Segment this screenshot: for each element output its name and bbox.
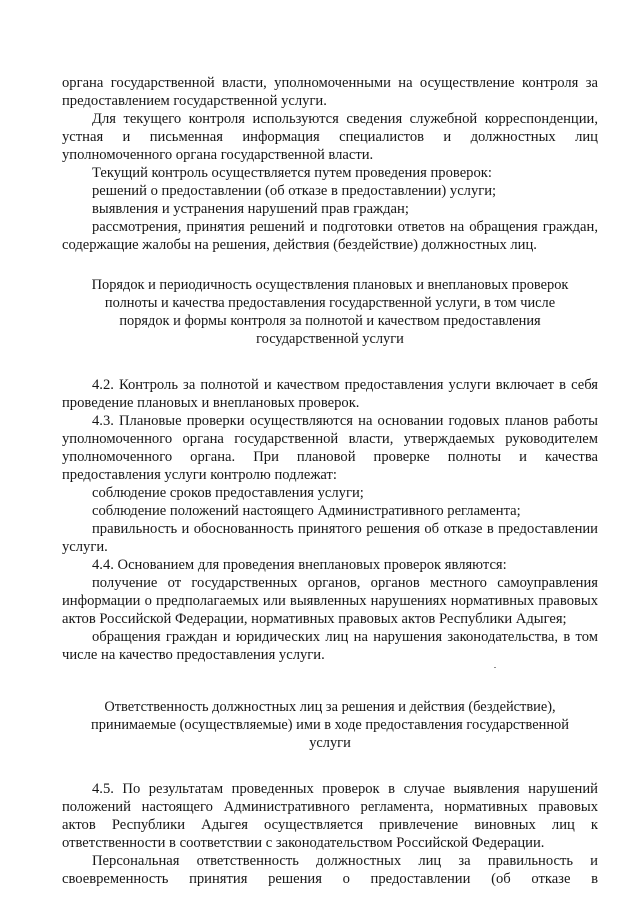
paragraph-3: Текущий контроль осуществляется путем проведения проверок: xyxy=(92,165,492,181)
paragraph-1: органа государственной власти, уполномоченными на осуществление контроля за предоставлением государственной услуги. xyxy=(62,75,598,109)
paragraph-2: Для текущего контроля используются сведения служебной корреспонденции, устная и письменная информация специалистов и должностных лиц уполномоченного органа государственной власти. xyxy=(62,111,598,163)
paragraph-8: 4.3. Плановые проверки осуществляются на основании годовых планов работы уполномоченного органа государственной власти, утверждаемых руководителем уполномоченного органа. При плановой проверке полноты и качества предоставления услуги контролю подлежат: xyxy=(62,413,598,483)
scan-speck xyxy=(494,667,496,668)
paragraph-7: 4.2. Контроль за полнотой и качеством предоставления услуги включает в себя проведение плановых и внеплановых проверок. xyxy=(62,377,598,411)
paragraph-6: рассмотрения, принятия решений и подготовки ответов на обращения граждан, содержащие жалобы на решения, действия (бездействие) должностных лиц. xyxy=(62,219,598,253)
paragraph-11: правильность и обоснованность принятого решения об отказе в предоставлении услуги. xyxy=(62,521,598,555)
paragraph-12: 4.4. Основанием для проведения внеплановых проверок являются: xyxy=(92,557,507,573)
spacer xyxy=(62,664,598,698)
spacer xyxy=(62,348,598,376)
section-heading-1: Порядок и периодичность осуществления плановых и внеплановых проверок полноты и качества предоставления государственной услуги, в том числе порядок и формы контроля за полнотой и качеством предоставления государственной услуги xyxy=(91,277,569,347)
paragraph-14: обращения граждан и юридических лиц на нарушения законодательства, в том числе на качество предоставления услуги. xyxy=(62,629,598,663)
section-heading-2: Ответственность должностных лиц за решения и действия (бездействие), принимаемые (осуществляемые) ими в ходе предоставления государственной услуги xyxy=(91,699,569,751)
paragraph-4: решений о предоставлении (об отказе в предоставлении) услуги; xyxy=(92,183,497,199)
document-page xyxy=(62,74,598,888)
paragraph-10: соблюдение положений настоящего Административного регламента; xyxy=(92,503,521,519)
paragraph-9: соблюдение сроков предоставления услуги; xyxy=(92,485,364,501)
spacer xyxy=(62,254,598,276)
paragraph-16: Персональная ответственность должностных лиц за правильность и своевременность принятия решения о предоставлении (об отказе в xyxy=(62,853,598,887)
paragraph-15: 4.5. По результатам проведенных проверок в случае выявления нарушений положений настоящего Административного регламента, нормативных правовых актов Республики Адыгея осуществляется привлечение виновных лиц к ответственности в соответствии с законодательством Российской Федерации. xyxy=(62,781,598,851)
spacer xyxy=(62,752,598,780)
paragraph-5: выявления и устранения нарушений прав граждан; xyxy=(92,201,409,217)
paragraph-13: получение от государственных органов, органов местного самоуправления информации о предполагаемых или выявленных нарушениях нормативных правовых актов Российской Федерации, нормативных правовых актов Республики Адыгея; xyxy=(62,575,598,627)
